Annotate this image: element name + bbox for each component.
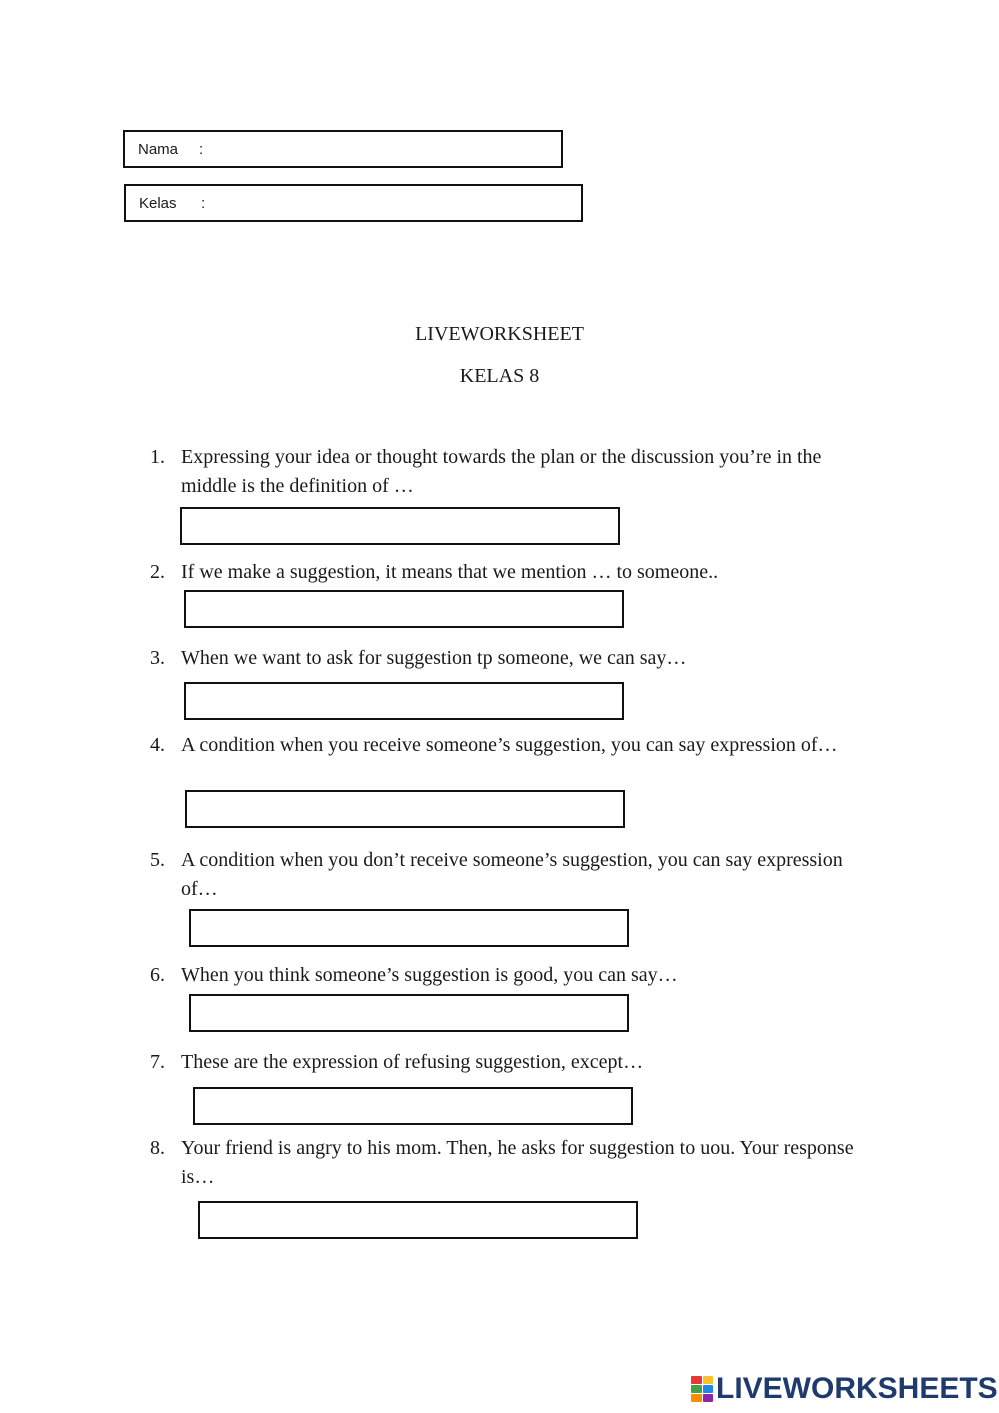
question-3-number: 3.	[150, 647, 165, 669]
question-2-text: If we make a suggestion, it means that we mention … to someone..	[181, 561, 719, 583]
answer-5-input[interactable]	[189, 909, 629, 947]
logo-mark-block	[691, 1385, 702, 1393]
question-1-number: 1.	[150, 446, 165, 468]
answer-6-input[interactable]	[189, 994, 629, 1032]
question-8-text: Your friend is angry to his mom. Then, he asks for suggestion to uou. Your response is…	[181, 1137, 854, 1188]
question-3-text: When we want to ask for suggestion tp someone, we can say…	[181, 647, 687, 669]
question-4-text: A condition when you receive someone’s suggestion, you can say expression of…	[181, 734, 838, 756]
logo-mark-block	[691, 1394, 702, 1402]
question-2-number: 2.	[150, 561, 165, 583]
worksheet-title: LIVEWORKSHEET	[415, 323, 584, 345]
class-field[interactable]	[124, 184, 583, 222]
answer-8-input[interactable]	[198, 1201, 638, 1239]
question-7-number: 7.	[150, 1051, 165, 1073]
class-label: Kelas	[139, 194, 177, 212]
question-6-number: 6.	[150, 964, 165, 986]
name-label: Nama	[138, 140, 179, 158]
question-6-text: When you think someone’s suggestion is good, you can say…	[181, 964, 678, 986]
question-1-text: Expressing your idea or thought towards the plan or the discussion you’re in the middle is the definition of …	[181, 446, 822, 497]
logo-mark-block	[703, 1376, 714, 1384]
answer-3-input[interactable]	[184, 682, 624, 720]
answer-1-input[interactable]	[180, 507, 620, 545]
logo-mark-block	[703, 1385, 714, 1393]
logo-mark-block	[703, 1394, 714, 1402]
answer-7-input[interactable]	[193, 1087, 633, 1125]
name-field[interactable]	[123, 130, 563, 168]
class-colon: :	[201, 194, 206, 212]
question-5-number: 5.	[150, 849, 165, 871]
worksheet-subtitle: KELAS 8	[459, 365, 540, 387]
answer-2-input[interactable]	[184, 590, 624, 628]
name-colon: :	[199, 140, 204, 158]
answer-4-input[interactable]	[185, 790, 625, 828]
logo-text: LIVEWORKSHEETS	[716, 1372, 998, 1405]
question-8-number: 8.	[150, 1137, 165, 1159]
question-4-number: 4.	[150, 734, 165, 756]
question-7-text: These are the expression of refusing suggestion, except…	[181, 1051, 644, 1073]
liveworksheets-logo	[691, 1372, 998, 1406]
question-5-text: A condition when you don’t receive someone’s suggestion, you can say expression of…	[181, 849, 843, 900]
logo-mark-icon	[691, 1376, 713, 1402]
logo-mark-block	[691, 1376, 702, 1384]
